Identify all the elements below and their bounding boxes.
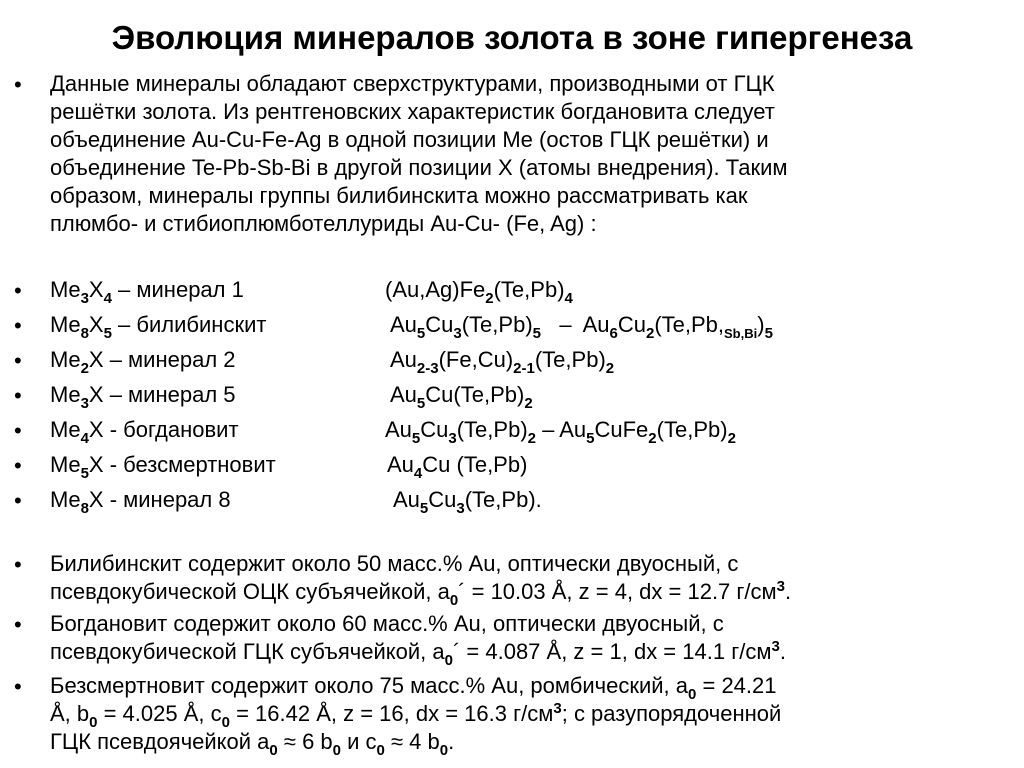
mineral-label: $Me_2X$ – минерал 2 [50,347,236,377]
bullet-glyph: • [14,453,22,478]
bullet-glyph: • [14,383,22,408]
bogdanovite-paragraph [50,610,786,669]
intro-line: решётки золота. Из рентгеновских характеристик богдановита следует [50,99,775,124]
bullet-glyph: • [14,488,22,513]
mineral-formula: $Au_{2-3}(Fe,Cu)_{2-1}(Te,Pb)_2$ [390,347,615,377]
bezsmertnovite-paragraph [50,672,782,759]
mineral-formula: $(Au,Ag)Fe_2(Te,Pb)_4$ [385,277,573,307]
mineral-formula: $Au_5Cu_3(Te,Pb)_2$ – $Au_5CuFe_2(Te,Pb)_2$ [385,417,736,447]
property-line: псевдокубической ГЦК субъячейкой, $a_0´ = 4.087$ Å, z = 1, dx = 14.1 $г/см^3$. [50,638,786,669]
slide-title: Эволюция минералов золота в зоне гипергенеза [111,19,913,56]
intro-paragraph [50,70,787,238]
mineral-label: $Me_8X$ - минерал 8 [50,487,231,517]
bullet-glyph: • [14,552,22,577]
bullet-glyph: • [14,313,22,338]
bullet-glyph: • [14,674,22,699]
property-line: Богдановит содержит около 60 масс.% Au, оптически двуосный, с [50,611,724,636]
mineral-formula: $Au_4Cu$ (Te,Pb) [387,452,528,482]
intro-line: образом, минералы группы билибинскита можно рассматривать как [50,183,748,208]
bullet-glyph: • [14,278,22,303]
bullet-glyph: • [14,72,22,97]
intro-line: объединение Au-Cu-Fe-Ag в одной позиции Me (остов ГЦК решётки) и [50,127,769,152]
property-line: Безсмертновит содержит около 75 масс.% Au, ромбический, $a_0 = 24.21$ [50,673,777,703]
bullet-glyph: • [14,348,22,373]
mineral-label: $Me_3X_4$ – минерал 1 [50,277,244,307]
intro-line: Данные минералы обладают сверхструктурами, производными от ГЦК [50,71,775,96]
property-line: Å, $b_0 = 4.025$ Å, $c_0 = 16.42$ Å, z = 16, dx = 16.3 $г/см^3$; с разупорядоченной [50,700,782,731]
bilibinskite-paragraph [50,550,792,609]
intro-line: плюмбо- и стибиоплюмботеллуриды Au-Cu- (Fe, Ag) : [50,211,597,236]
intro-line: объединение Te-Pb-Sb-Bi в другой позиции X (атомы внедрения). Таким [50,155,788,180]
mineral-label: $Me_5X$ - безсмертновит [50,452,276,482]
mineral-formula: $Au_5Cu_3(Te,Pb)_5 - Au_6Cu_2(Te,Pb,_{Sb,Bi})_5$ [390,312,773,342]
mineral-label: $Me_3X$ – минерал 5 [50,382,236,412]
mineral-label: $Me_4X$ - богдановит [50,417,239,447]
bullet-glyph: • [14,418,22,443]
property-line: ГЦК псевдоячейкой $a_0 \approx 6$ $b_0$ и $c_0 \approx 4$ $b_0$. [50,729,455,759]
property-line: псевдокубической ОЦК субъячейкой, $a_0´ = 10.03$ Å, z = 4, dx = 12.7 $г/см^3$. [50,578,792,609]
mineral-label: $Me_8X_5$ – билибинскит [50,312,267,342]
mineral-formula: $Au_5Cu(Te,Pb)_2$ [390,382,533,412]
bullet-glyph: • [14,612,22,637]
property-line: Билибинскит содержит около 50 масс.% Au, оптически двуосный, с [50,551,739,576]
mineral-formula: $Au_5Cu_3(Te,Pb)$. [393,487,542,517]
